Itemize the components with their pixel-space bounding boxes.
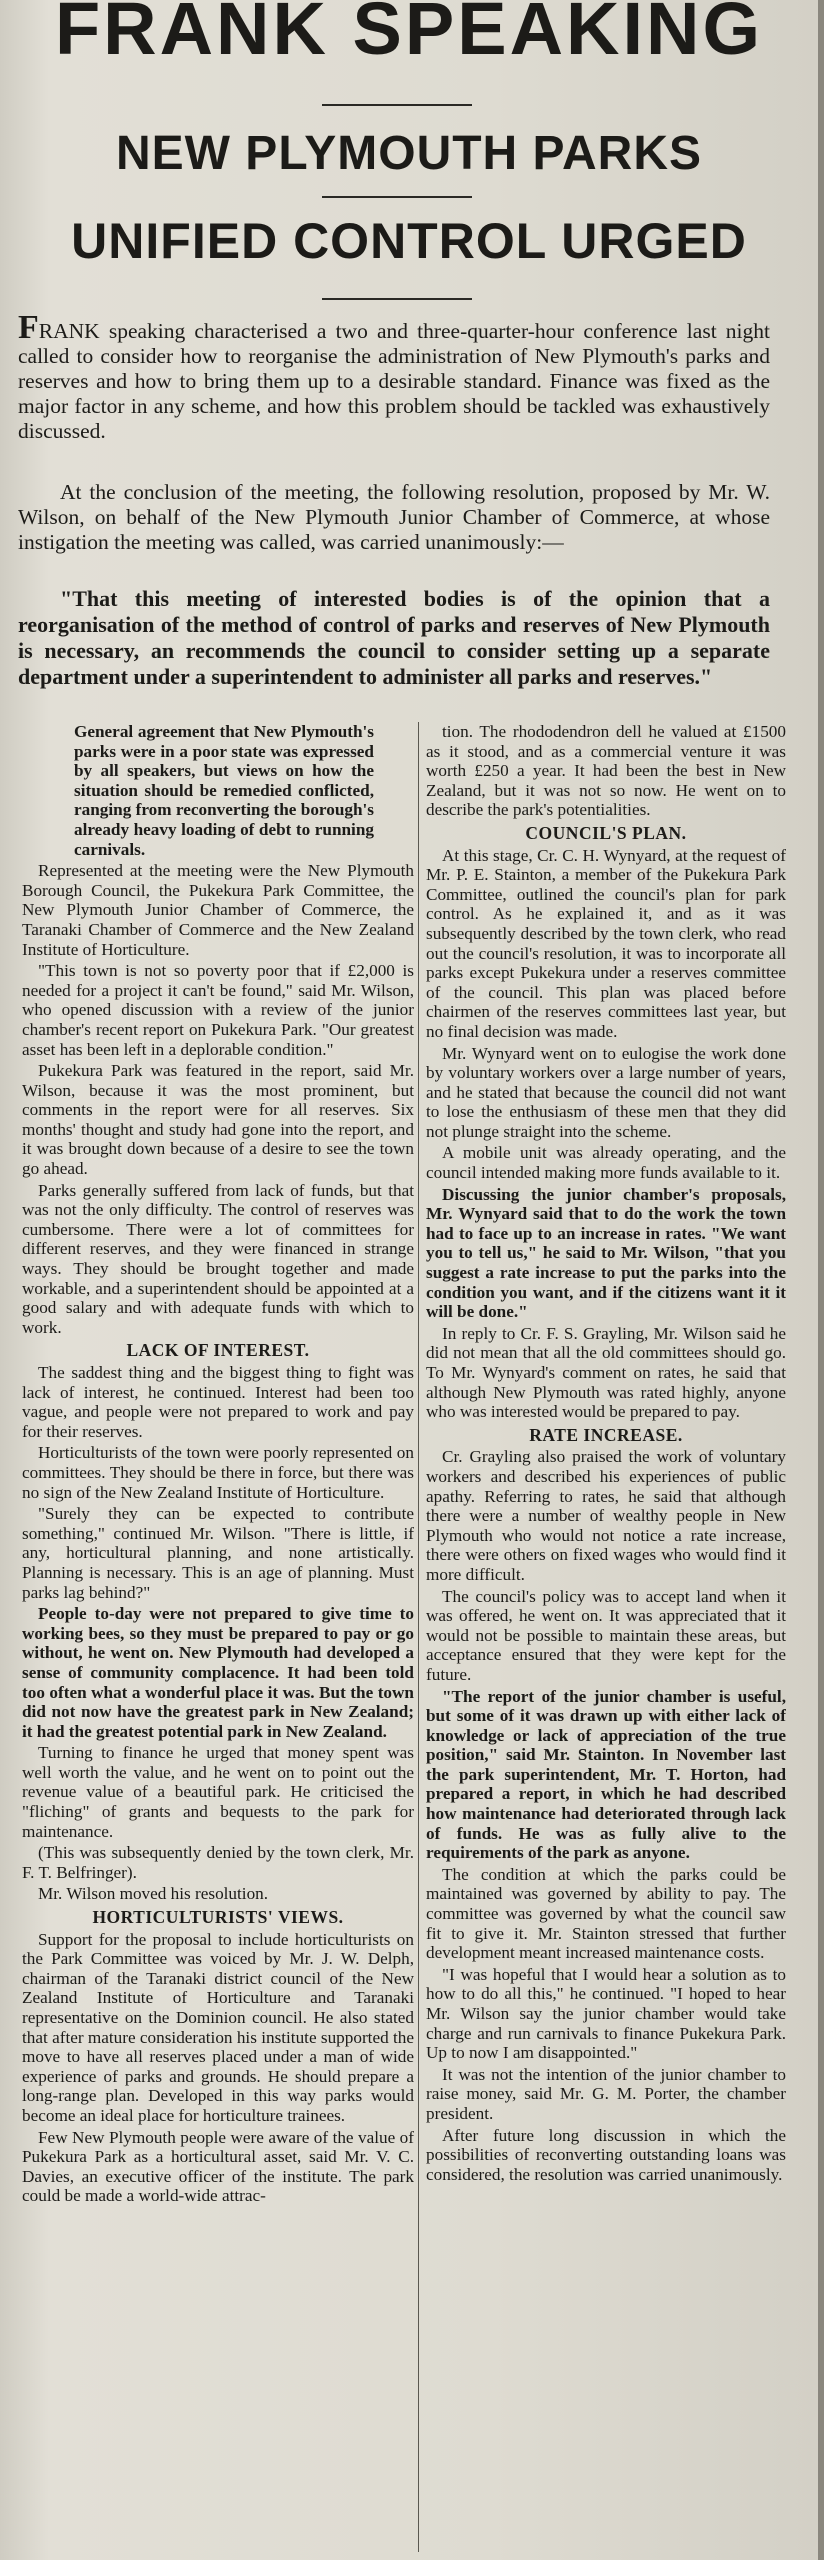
drop-cap: F [18,309,39,346]
column-divider [418,722,419,2552]
section-heading: COUNCIL'S PLAN. [525,822,687,843]
article-paragraph: The condition at which the parks could be maintained was governed by ability to pay. The committee was governed by what the council saw fit to give it. Mr. Stainton stressed that further development meant increased maintenance costs. [426,1864,786,1963]
article-paragraph: Cr. Grayling also praised the work of voluntary workers and described his experiences of public apathy. Referring to rates, he said that although there were a number of wealthy people in New Plymouth who would not notice a rate increase, there were others on fixed wages who would find it more difficult. [426,1447,786,1584]
article-paragraph: Support for the proposal to include horticulturists on the Park Committee was voiced by Mr. J. W. Delph, chairman of the Taranaki district council of the New Zealand Institute of Horticulture and Taranaki representative on the Dominion council. He also stated that after mature consideration his institute supported the move to have all reserves placed under a man of wide experience of parks and grounds. He should prepare a long-range plan. Developed in this way parks would become an ideal place for horticulture trainees. [22,1929,414,2125]
headline: FRANK SPEAKING [54,0,764,70]
article-paragraph: "The report of the junior chamber is useful, but some of it was drawn up with either lack of knowledge or lack of appreciation of the true position," said Mr. Stainton. In November last the park superintendent, Mr. T. Horton, had prepared a report, in which he had described how maintenance had deteriorated through lack of funds. He was as fully alive to the requirements of the park as anyone. [426,1686,786,1863]
article-paragraph: Discussing the junior chamber's proposals, Mr. Wynyard said that to do the work the town had to face up to an increase in rates. "We want you to tell us," he said to Mr. Wilson, "that you suggest a rate increase to put the parks into the condition you want, and if the citizens want it it will be done." [426,1184,786,1322]
section-heading: LACK OF INTEREST. [126,1340,310,1361]
article-paragraph: Few New Plymouth people were aware of the value of Pukekura Park as a horticultural asset, said Mr. V. C. Davies, an executive officer of the institute. The park could be made a world-wide attrac- [22,2127,414,2206]
article-paragraph: Mr. Wilson moved his resolution. [38,1884,269,1904]
article-paragraph: After future long discussion in which the possibilities of reconverting outstanding loans was considered, the resolution was carried unanimously. [426,2125,786,2184]
headline-rule [322,104,472,106]
article-paragraph: People to-day were not prepared to give time to working bees, so they must be prepared to pay or go without, he went on. New Plymouth had developed a sense of community complacence. It had been told too often what a wonderful place it was. But the town did not now have the greatest park in New Zealand; it had the greatest potential park in New Zealand. [22,1604,414,1741]
deck-headline: UNIFIED CONTROL URGED [71,213,747,269]
subheadline: NEW PLYMOUTH PARKS [115,127,703,180]
article-paragraph: tion. The rhododendron dell he valued at £1500 as it stood, and as a commercial venture it was worth £250 a year. It had been the best in New Zealand, but it was not so now. He went on to describe the park's potentialities. [426,722,786,820]
lead-paragraph [18,309,770,444]
article-paragraph: In reply to Cr. F. S. Grayling, Mr. Wilson said he did not mean that all the old committees should go. To Mr. Wynyard's comment on rates, he said that although New Plymouth was rated highly, anyone who was interested would be prepared to pay. [426,1323,786,1422]
article-column-right [426,722,786,2552]
article-paragraph: "I was hopeful that I would hear a solution as to how to do all this," he continued. "I hoped to hear Mr. Wilson say the junior chamber would take charge and run carnivals to finance Pukekura Park. Up to now I am disappointed." [426,1964,786,2063]
article-paragraph: General agreement that New Plymouth's parks were in a poor state was expressed by all speakers, but views on how the situation should be remedied conflicted, ranging from reconverting the borough's already heavy loading of debt to running carnivals. [74,722,374,859]
article-paragraph: The council's policy was to accept land when it was offered, he went on. It was appreciated that it would not be possible to maintain these areas, but acceptance ensured that they were kept for the future. [426,1586,786,1684]
article-column-left [22,722,414,2552]
resolution-intro: At the conclusion of the meeting, the following resolution, proposed by Mr. W. Wilson, on behalf of the New Plymouth Junior Chamber of Commerce, at whose instigation the meeting was called, was carried unanimously:— [18,480,770,554]
resolution-quote: "That this meeting of interested bodies is of the opinion that a reorganisation of the method of control of parks and reserves of New Plymouth is necessary, an recommends the council to consider setting up a separate department under a superintendent to administer all parks and reserves." [18,586,770,689]
lead-paragraph-text: RANK speaking characterised a two and three-quarter-hour conference last night called to consider how to reorganise the administration of New Plymouth's parks and reserves and how to bring them up to a desirable standard. Finance was fixed as the major factor in any scheme, and how this problem should be tackled was exhaustively discussed. [18,319,770,443]
article-paragraph: It was not the intention of the junior chamber to raise money, said Mr. G. M. Porter, the chamber president. [426,2064,786,2123]
section-heading: RATE INCREASE. [529,1424,683,1445]
article-paragraph: Represented at the meeting were the New Plymouth Borough Council, the Pukekura Park Committee, the New Plymouth Junior Chamber of Commerce, the Taranaki Chamber of Commerce and the New Zealand Institute of Horticulture. [22,861,414,959]
article-paragraph: Pukekura Park was featured in the report, said Mr. Wilson, because it was the most prominent, but comments in the report were for all reserves. Six months' thought and study had gone into the report, and it was brought down because of a desire to see the town go ahead. [22,1061,414,1179]
subheadline-rule [322,196,472,198]
article-paragraph: The saddest thing and the biggest thing to fight was lack of interest, he continued. Interest had been too vague, and people were not prepared to work and pay for their reserves. [22,1363,414,1441]
article-paragraph: At this stage, Cr. C. H. Wynyard, at the request of Mr. P. E. Stainton, a member of the Pukekura Park Committee, outlined the council's plan for park control. As he explained it, and as it was subsequently described by the town clerk, who read out the council's resolution, it was to incorporate all parks except Pukekura under a reserves committee of the council. This plan was placed before chairmen of the reserves committees last year, but no final decision was made. [426,845,786,1041]
article-paragraph: Horticulturists of the town were poorly represented on committees. They should be there in force, but there was no sign of the New Zealand Institute of Horticulture. [22,1443,414,1502]
article-paragraph: Mr. Wynyard went on to eulogise the work done by voluntary workers over a large number of years, and he stated that because the council did not want to lose the enthusiasm of these men that they did not plunge straight into the scheme. [426,1043,786,1141]
deck-rule [322,298,472,300]
article-paragraph: "This town is not so poverty poor that if £2,000 is needed for a project it can't be found," said Mr. Wilson, who opened discussion with a review of the junior chamber's recent report on Pukekura Park. "Our greatest asset has been left in a deplorable condition." [22,961,414,1059]
section-heading: HORTICULTURISTS' VIEWS. [92,1907,344,1928]
article-paragraph: (This was subsequently denied by the town clerk, Mr. F. T. Belfringer). [22,1843,414,1882]
article-paragraph: Turning to finance he urged that money spent was well worth the value, and he went on to point out the revenue value of a beautiful park. He criticised the "fliching" of grants and bequests to the park for maintenance. [22,1743,414,1841]
article-paragraph: Parks generally suffered from lack of funds, but that was not the only difficulty. The control of reserves was cumbersome. There were a lot of committees for different reserves, and they were financed in strange ways. They should be brought together and made workable, and a superintendent should be appointed at a good salary and with adequate funds with which to work. [22,1180,414,1337]
article-paragraph: A mobile unit was already operating, and the council intended making more funds available to it. [426,1143,786,1183]
article-paragraph: "Surely they can be expected to contribute something," continued Mr. Wilson. "There is little, if any, horticultural planning, and none artistically. Planning is necessary. This is an age of planning. Must parks lag behind?" [22,1504,414,1602]
